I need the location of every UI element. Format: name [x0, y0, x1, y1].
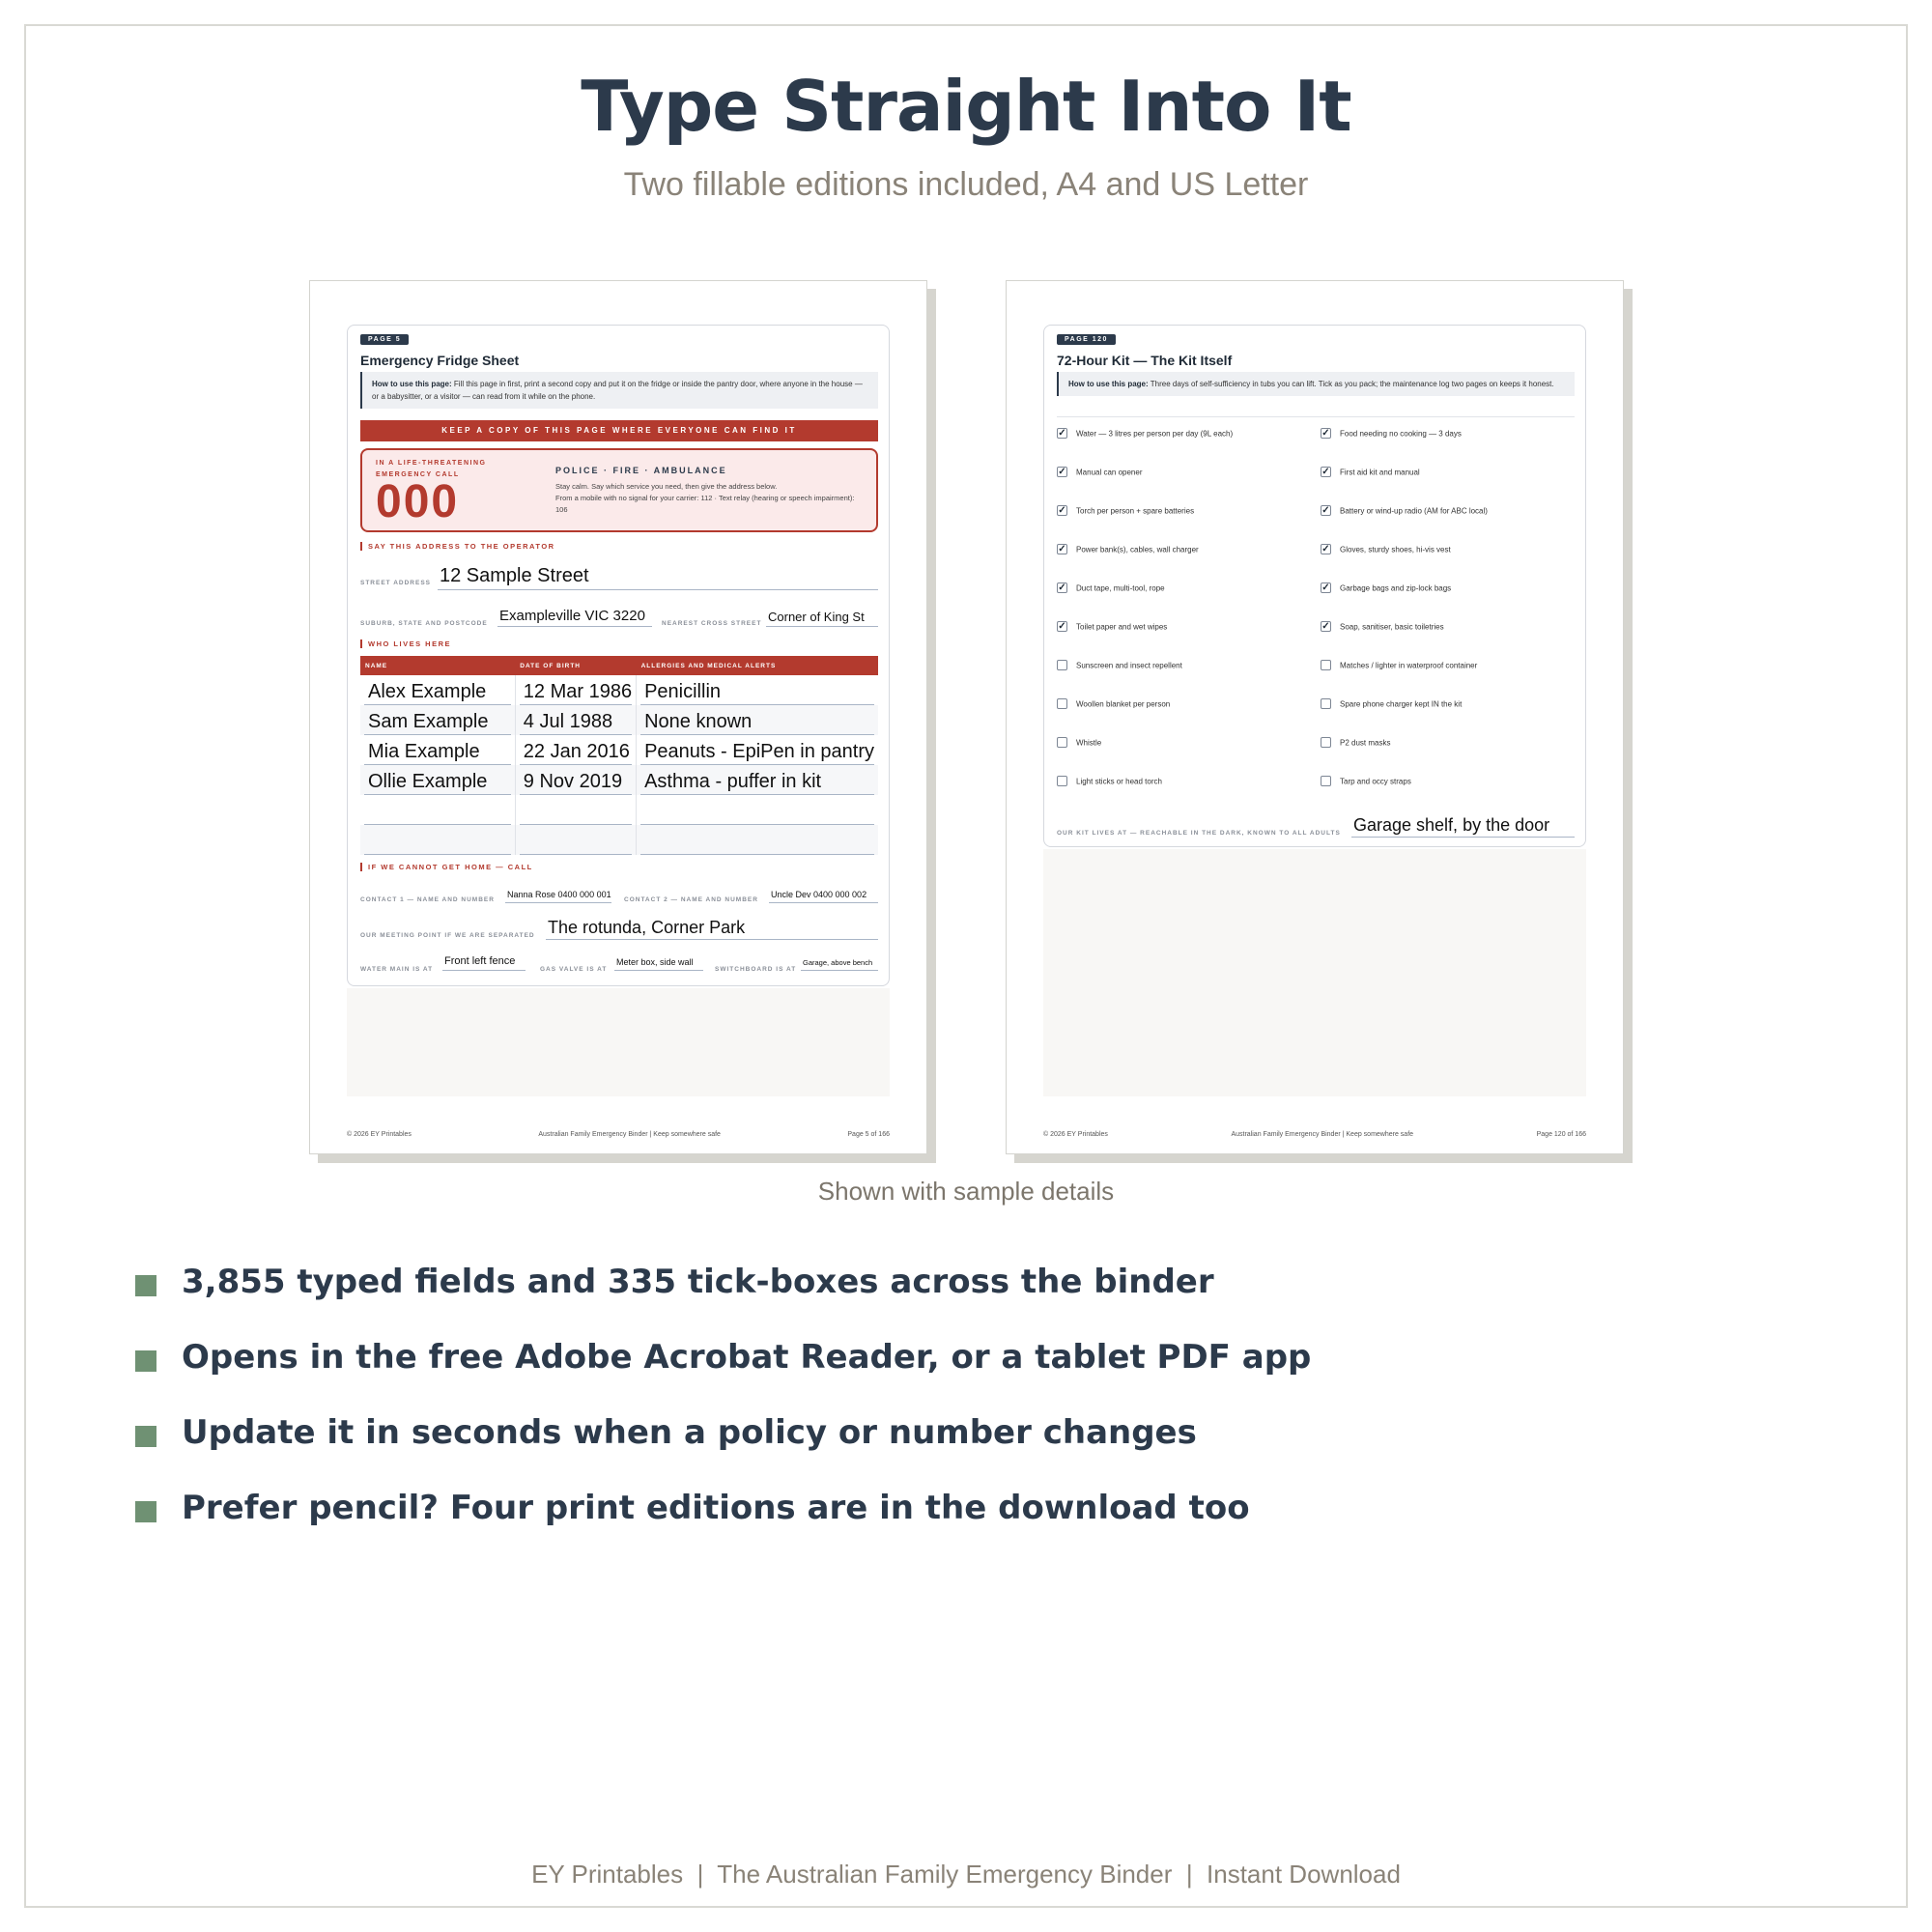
checkbox-checked-icon[interactable]: ✓: [1058, 621, 1066, 632]
checkbox-icon[interactable]: [1057, 776, 1067, 786]
checklist-item-label: Light sticks or head torch: [1076, 777, 1162, 786]
table-row: [360, 765, 878, 795]
checkbox-icon[interactable]: [1057, 698, 1067, 709]
switchboard-field[interactable]: Garage, above bench: [801, 956, 878, 971]
checklist-item: [1321, 622, 1444, 633]
checklist-item: [1057, 506, 1194, 517]
checklist-item-label: Tarp and occy straps: [1340, 777, 1411, 786]
checkbox-checked-icon[interactable]: ✓: [1321, 505, 1330, 516]
checklist-item: [1321, 583, 1451, 594]
name-field[interactable]: Sam Example: [364, 709, 511, 735]
checklist-item-label: Duct tape, multi-tool, rope: [1076, 583, 1165, 593]
allergy-field[interactable]: [640, 829, 874, 855]
dob-field[interactable]: 22 Jan 2016: [520, 739, 632, 765]
checklist-item-label: Water — 3 litres per person per day (9L each): [1076, 429, 1234, 439]
allergy-field[interactable]: Asthma - puffer in kit: [640, 769, 874, 795]
footer-binder: Australian Family Emergency Binder | Keep somewhere safe: [1231, 1131, 1414, 1138]
checklist-item-label: Battery or wind-up radio (AM for ABC local): [1340, 506, 1488, 516]
feature-text: 3,855 typed fields and 335 tick-boxes across the binder: [182, 1263, 1214, 1301]
name-field[interactable]: [364, 799, 511, 825]
bullet-square-icon: [135, 1426, 156, 1447]
checkbox-checked-icon[interactable]: ✓: [1321, 428, 1330, 439]
switchboard-label: SWITCHBOARD IS AT: [715, 966, 797, 973]
checkbox-icon[interactable]: [1321, 776, 1331, 786]
checklist-item-label: Food needing no cooking — 3 days: [1340, 429, 1462, 439]
emergency-number: 000: [376, 476, 460, 527]
emergency-label: IN A LIFE-THREATENING EMERGENCY CALL: [376, 460, 487, 478]
feature-item: [135, 1244, 1311, 1320]
name-field[interactable]: Ollie Example: [364, 769, 511, 795]
footer-copyright: © 2026 EY Printables: [1043, 1131, 1108, 1138]
outer-frame: [24, 24, 1908, 1908]
checkbox-checked-icon[interactable]: ✓: [1058, 505, 1066, 516]
checklist-item: [1321, 545, 1451, 555]
name-field[interactable]: [364, 829, 511, 855]
cross-street-label: NEAREST CROSS STREET: [662, 620, 762, 627]
howto-text: Fill this page in first, print a second copy and put it on the fridge or inside the pantry door, where anyone in the house — or a babysitter, or a visitor — can read from it while on the phone.: [372, 380, 863, 401]
checklist-item: [1057, 661, 1182, 671]
col-dob-header: DATE OF BIRTH: [515, 656, 636, 675]
contact2-label: CONTACT 2 — NAME AND NUMBER: [624, 896, 758, 903]
checkbox-checked-icon[interactable]: ✓: [1321, 544, 1330, 554]
checklist-item-label: Manual can opener: [1076, 468, 1143, 477]
checkbox-checked-icon[interactable]: ✓: [1058, 428, 1066, 439]
checklist-item: [1057, 738, 1101, 749]
suburb-field[interactable]: Exampleville VIC 3220: [497, 608, 652, 627]
gas-label: GAS VALVE IS AT: [540, 966, 608, 973]
page-badge: PAGE 120: [1057, 334, 1116, 345]
emergency-info: [555, 481, 865, 516]
sheet-title: Emergency Fridge Sheet: [360, 353, 520, 368]
feature-text: Opens in the free Adobe Acrobat Reader, or a tablet PDF app: [182, 1338, 1312, 1377]
section-who-lives-here: WHO LIVES HERE: [360, 639, 451, 648]
col-allergies-header: ALLERGIES AND MEDICAL ALERTS: [637, 656, 878, 675]
info-line-1: Stay calm. Say which service you need, then give the address below.: [555, 482, 778, 491]
checklist-item: [1057, 622, 1167, 633]
checkbox-checked-icon[interactable]: ✓: [1321, 582, 1330, 593]
checkbox-icon[interactable]: [1057, 660, 1067, 670]
table-row: [360, 795, 878, 825]
checkbox-checked-icon[interactable]: ✓: [1058, 467, 1066, 477]
checklist-item-label: Whistle: [1076, 738, 1102, 748]
page-blank-area: [1043, 849, 1586, 1096]
household-table: [360, 656, 878, 855]
checklist-item-label: Woollen blanket per person: [1076, 699, 1171, 709]
checklist-item: [1321, 429, 1462, 440]
allergy-field[interactable]: Peanuts - EpiPen in pantry: [640, 739, 874, 765]
services-label: POLICE · FIRE · AMBULANCE: [555, 466, 727, 475]
sheet-footer: [1043, 1131, 1586, 1138]
checklist-item-label: Power bank(s), cables, wall charger: [1076, 545, 1199, 554]
checkbox-icon[interactable]: [1057, 737, 1067, 748]
checklist-item: [1057, 699, 1170, 710]
checklist-item-label: Sunscreen and insect repellent: [1076, 661, 1182, 670]
preview-caption: Shown with sample details: [817, 1177, 1115, 1206]
table-row: [360, 675, 878, 705]
name-field[interactable]: Alex Example: [364, 679, 511, 705]
feature-item: [135, 1470, 1311, 1546]
emergency-box: [360, 448, 878, 532]
allergy-field[interactable]: [640, 799, 874, 825]
kit-sheet-preview: [1006, 280, 1624, 1154]
page-subtitle: Two fillable editions included, A4 and US Letter: [623, 166, 1309, 203]
checklist-item-label: Spare phone charger kept IN the kit: [1340, 699, 1463, 709]
divider: [1057, 416, 1575, 417]
dob-field[interactable]: 12 Mar 1986: [520, 679, 632, 705]
checklist-item-label: First aid kit and manual: [1340, 468, 1420, 477]
fridge-sheet-card: [347, 325, 890, 986]
checkbox-icon[interactable]: [1321, 737, 1331, 748]
howto-box: [1057, 372, 1575, 396]
checklist-item-label: Garbage bags and zip-lock bags: [1340, 583, 1452, 593]
meeting-label: OUR MEETING POINT IF WE ARE SEPARATED: [360, 932, 535, 939]
checklist-item-label: Torch per person + spare batteries: [1076, 506, 1195, 516]
water-label: WATER MAIN IS AT: [360, 966, 434, 973]
checklist-item: [1321, 777, 1411, 787]
page-title: Type Straight Into It: [581, 66, 1351, 147]
checklist-item-label: Soap, sanitiser, basic toiletries: [1340, 622, 1444, 632]
table-row: [360, 705, 878, 735]
dob-field[interactable]: 4 Jul 1988: [520, 709, 632, 735]
suburb-label: SUBURB, STATE AND POSTCODE: [360, 620, 488, 627]
name-field[interactable]: Mia Example: [364, 739, 511, 765]
howto-label: How to use this page:: [372, 380, 452, 388]
page-badge: PAGE 5: [360, 334, 409, 345]
footer-page-number: Page 120 of 166: [1536, 1131, 1586, 1138]
checklist-item-label: Matches / lighter in waterproof container: [1340, 661, 1478, 670]
kit-location-field[interactable]: Garage shelf, by the door: [1351, 814, 1575, 838]
checklist-item-label: Toilet paper and wet wipes: [1076, 622, 1168, 632]
street-label: STREET ADDRESS: [360, 580, 431, 586]
checklist-item: [1057, 468, 1143, 478]
street-address-field[interactable]: 12 Sample Street: [438, 563, 878, 590]
howto-label: How to use this page:: [1068, 380, 1149, 388]
section-contacts: IF WE CANNOT GET HOME — CALL: [360, 863, 533, 871]
col-name-header: NAME: [360, 656, 515, 675]
keep-copy-banner: KEEP A COPY OF THIS PAGE WHERE EVERYONE CAN FIND IT: [360, 420, 878, 441]
feature-text: Update it in seconds when a policy or number changes: [182, 1413, 1197, 1452]
info-line-2: From a mobile with no signal for your carrier: 112 · Text relay (hearing or speech impairment): 106: [555, 494, 855, 514]
gas-valve-field[interactable]: Meter box, side wall: [614, 955, 703, 971]
contact1-label: CONTACT 1 — NAME AND NUMBER: [360, 896, 495, 903]
feature-list: [135, 1244, 1311, 1546]
howto-text: Three days of self-sufficiency in tubs you can lift. Tick as you pack; the maintenance log two pages on keeps it honest.: [1148, 380, 1554, 388]
brand-footer: EY Printables | The Australian Family Emergency Binder | Instant Download: [531, 1860, 1401, 1889]
checkbox-checked-icon[interactable]: ✓: [1058, 582, 1066, 593]
table-row: [360, 825, 878, 855]
dob-field[interactable]: 9 Nov 2019: [520, 769, 632, 795]
checklist-item: [1057, 583, 1165, 594]
feature-item: [135, 1395, 1311, 1470]
allergy-field[interactable]: Penicillin: [640, 679, 874, 705]
howto-box: [360, 372, 878, 409]
contact1-field[interactable]: Nanna Rose 0400 000 001: [505, 888, 611, 903]
checklist-item: [1057, 777, 1162, 787]
feature-text: Prefer pencil? Four print editions are in the download too: [182, 1489, 1250, 1527]
contact2-field[interactable]: Uncle Dev 0400 000 002: [769, 888, 878, 903]
checkbox-icon[interactable]: [1321, 698, 1331, 709]
feature-item: [135, 1320, 1311, 1395]
footer-binder: Australian Family Emergency Binder | Keep somewhere safe: [538, 1131, 721, 1138]
checklist-item: [1057, 429, 1233, 440]
section-address: SAY THIS ADDRESS TO THE OPERATOR: [360, 542, 555, 551]
checklist-item-label: Gloves, sturdy shoes, hi-vis vest: [1340, 545, 1451, 554]
water-main-field[interactable]: Front left fence: [442, 953, 526, 971]
bullet-square-icon: [135, 1501, 156, 1522]
page-blank-area: [347, 988, 890, 1096]
meeting-point-field[interactable]: The rotunda, Corner Park: [546, 917, 878, 940]
dob-field[interactable]: [520, 799, 632, 825]
checkbox-checked-icon[interactable]: ✓: [1058, 544, 1066, 554]
kit-location-label: OUR KIT LIVES AT — REACHABLE IN THE DARK, KNOWN TO ALL ADULTS: [1057, 830, 1341, 837]
kit-sheet-card: [1043, 325, 1586, 847]
sheet-footer: [347, 1131, 890, 1138]
checkbox-icon[interactable]: [1321, 660, 1331, 670]
allergy-field[interactable]: None known: [640, 709, 874, 735]
bullet-square-icon: [135, 1350, 156, 1372]
bullet-square-icon: [135, 1275, 156, 1296]
checklist-item: [1321, 506, 1488, 517]
table-row: [360, 735, 878, 765]
footer-page-number: Page 5 of 166: [847, 1131, 890, 1138]
footer-copyright: © 2026 EY Printables: [347, 1131, 412, 1138]
checkbox-checked-icon[interactable]: ✓: [1321, 467, 1330, 477]
checklist-item: [1321, 661, 1477, 671]
checklist-item: [1057, 545, 1199, 555]
cross-street-field[interactable]: Corner of King St: [766, 610, 878, 627]
checklist-item: [1321, 699, 1462, 710]
checklist-item: [1321, 468, 1420, 478]
checkbox-checked-icon[interactable]: ✓: [1321, 621, 1330, 632]
fridge-sheet-preview: [309, 280, 927, 1154]
checklist-item: [1321, 738, 1390, 749]
checklist-item-label: P2 dust masks: [1340, 738, 1391, 748]
dob-field[interactable]: [520, 829, 632, 855]
sheet-title: 72-Hour Kit — The Kit Itself: [1057, 353, 1233, 368]
